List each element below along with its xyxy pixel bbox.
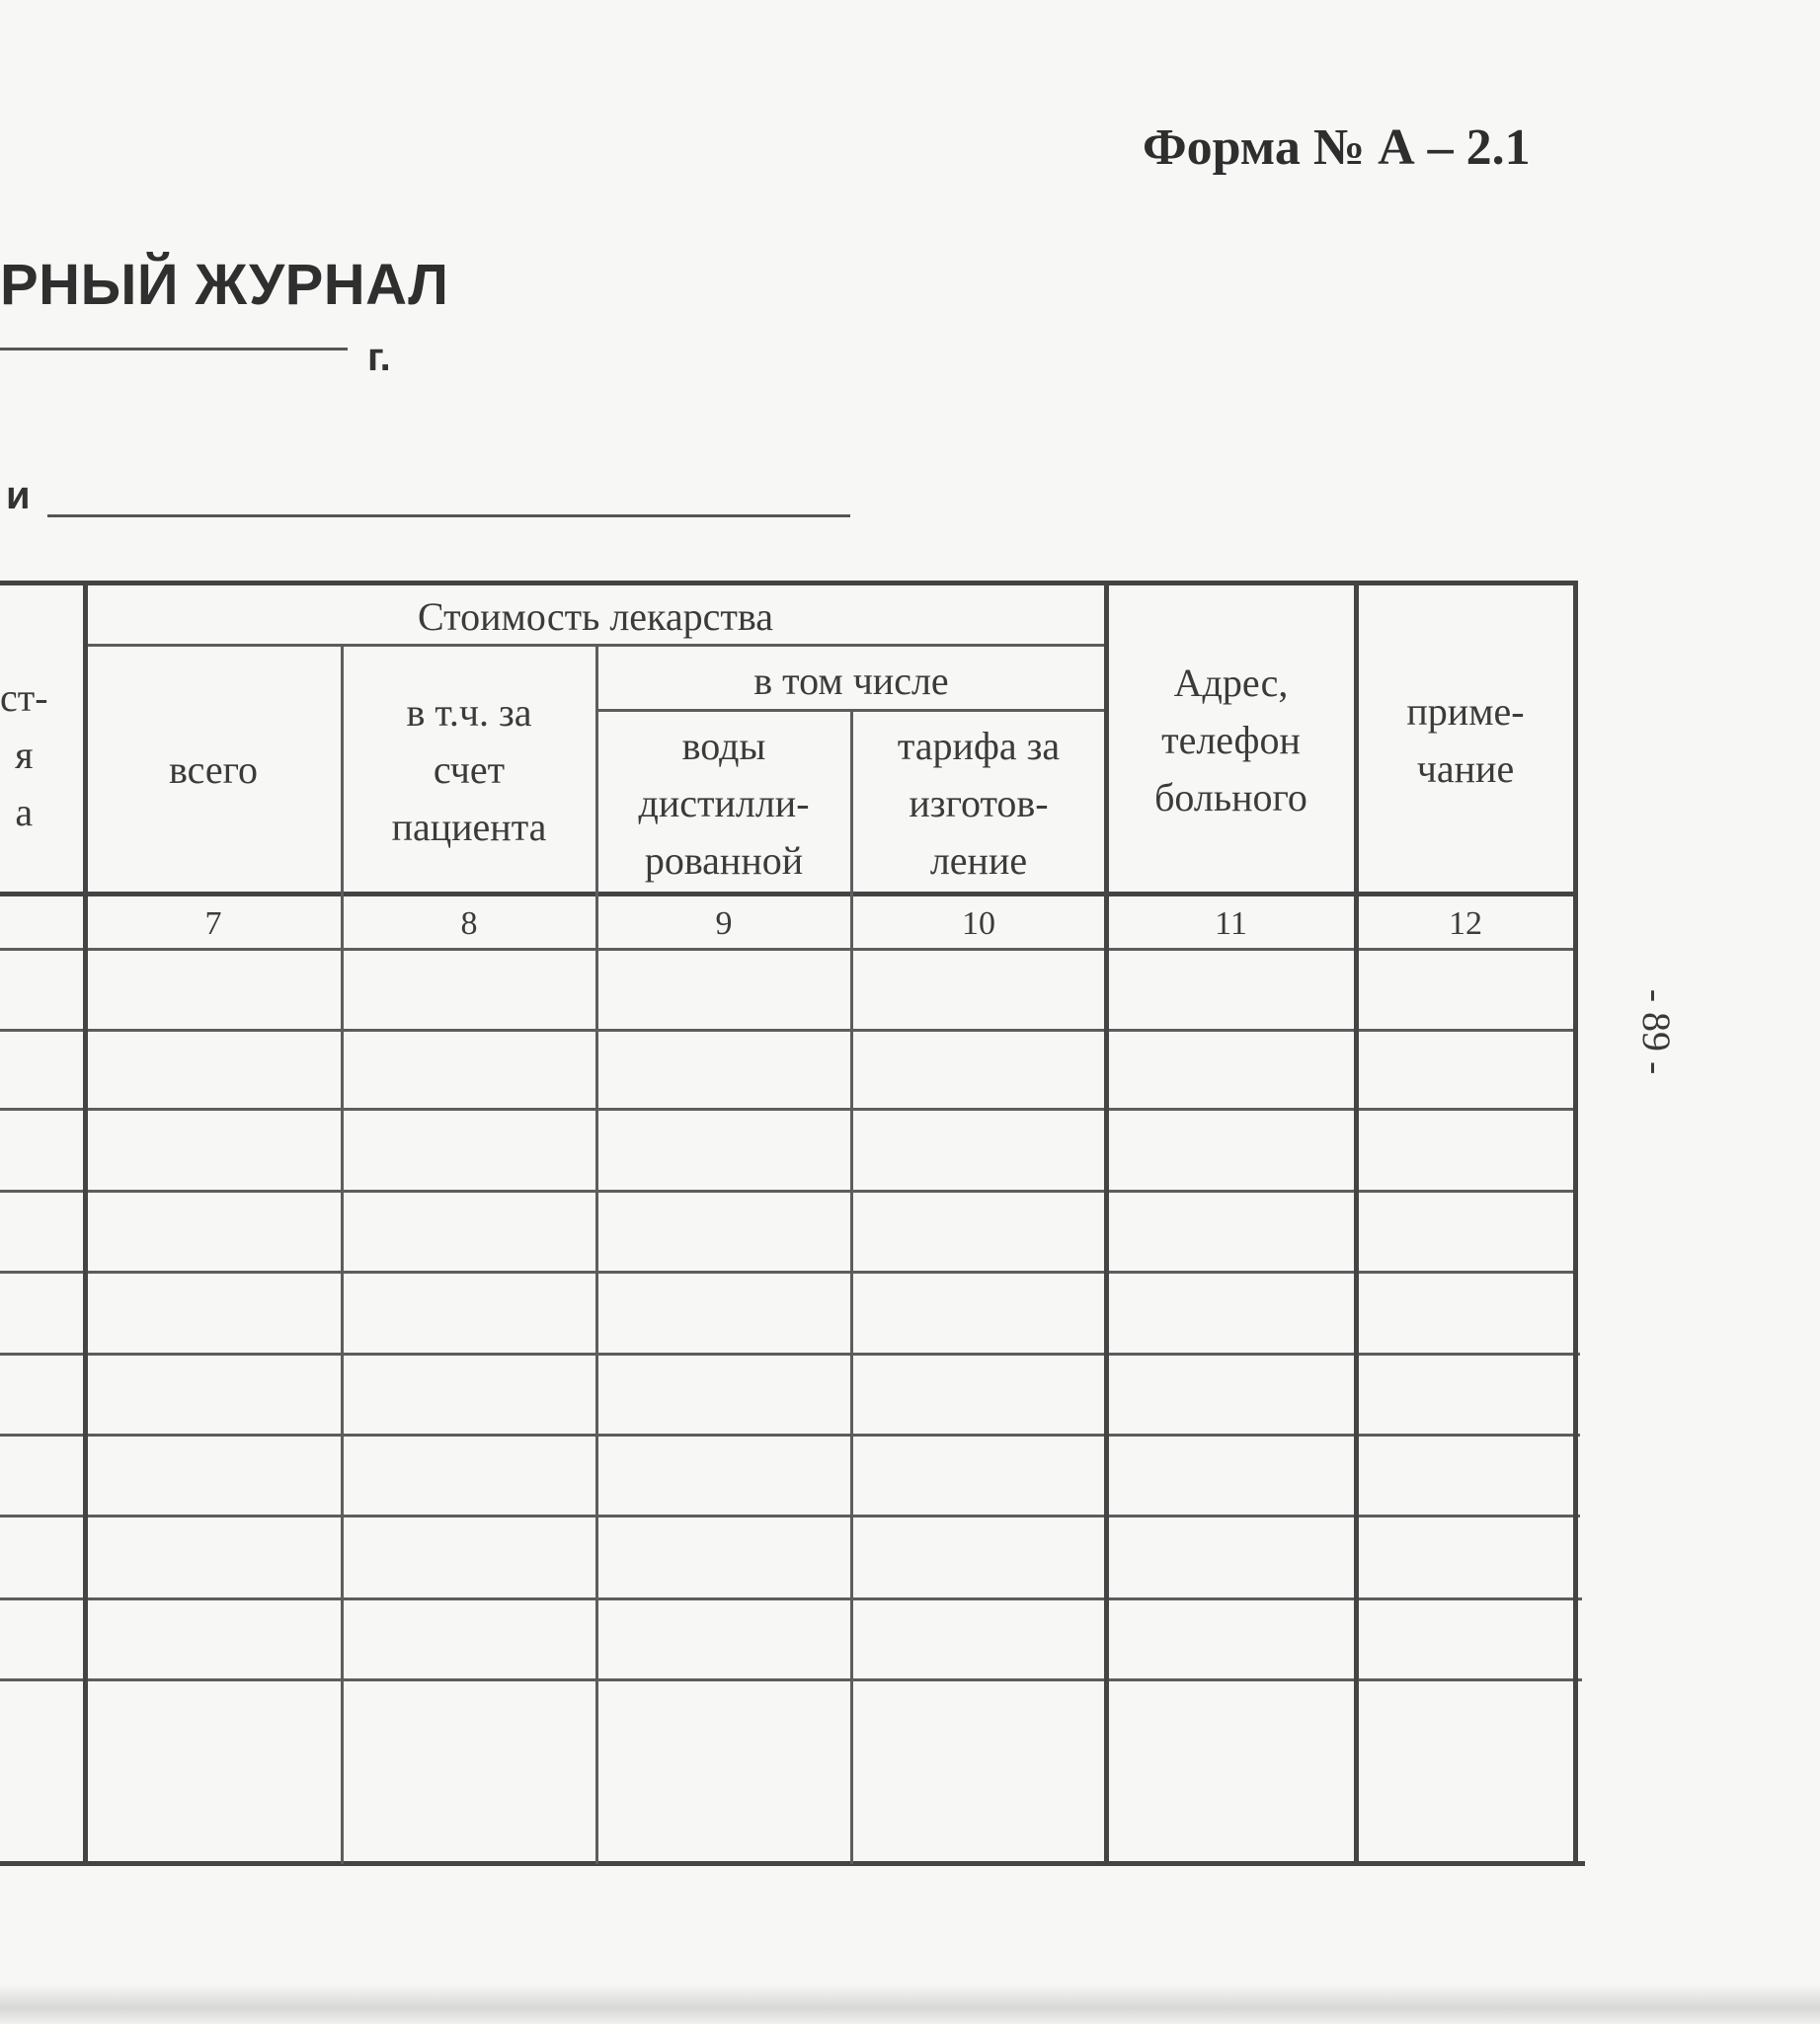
row-divider — [0, 1353, 1580, 1356]
row-divider — [0, 1190, 1578, 1193]
table-bottom-border — [0, 1861, 1585, 1866]
column-header-preparation-tariff: тарифа за изготов- ление — [897, 723, 1061, 883]
row-divider — [0, 1029, 1575, 1032]
year-suffix: г. — [367, 336, 391, 379]
form-number: Форма № А – 2.1 — [1143, 119, 1531, 176]
column-divider — [83, 581, 88, 1866]
header-bottom-border — [0, 892, 1575, 896]
page-bottom-shadow — [0, 1985, 1820, 2024]
column-number: 7 — [204, 904, 222, 942]
table-right-border — [1573, 581, 1578, 1866]
subgroup-header-including: в том числе — [753, 659, 949, 703]
column-divider — [850, 709, 853, 1864]
journal-title: РНЫЙ ЖУРНАЛ — [0, 253, 449, 317]
row-divider — [0, 1678, 1582, 1681]
column-divider — [1104, 581, 1109, 1864]
column-divider — [595, 644, 598, 1864]
column-header-distilled-water: воды дистилли- рованной — [638, 723, 810, 883]
row-divider — [0, 1597, 1582, 1600]
column-number: 11 — [1215, 904, 1247, 942]
row-divider — [0, 1108, 1578, 1111]
column-number: 10 — [962, 904, 995, 942]
name-blank-line — [47, 514, 850, 517]
row-divider — [0, 1515, 1580, 1518]
column-divider — [341, 644, 344, 1864]
side-page-number: - 89 - — [1634, 988, 1680, 1075]
column-number: 12 — [1449, 904, 1482, 942]
column-header-address-phone: Адрес, телефон больного — [1154, 661, 1307, 819]
column-header-patient-share: в т.ч. за счет пациента — [391, 690, 547, 849]
table-top-border — [0, 581, 1575, 585]
column-number: 9 — [715, 904, 733, 942]
group-header-cost: Стоимость лекарства — [418, 594, 773, 639]
partial-column-header: ст- я а — [0, 675, 48, 834]
row-divider — [0, 948, 1575, 951]
row-divider — [0, 1434, 1580, 1437]
column-number: 8 — [460, 904, 478, 942]
column-header-total: всего — [168, 747, 259, 792]
name-prefix: и — [6, 474, 31, 517]
column-divider — [1354, 581, 1359, 1864]
column-header-note: приме- чание — [1406, 689, 1525, 791]
row-divider — [0, 1271, 1578, 1274]
year-blank-line — [0, 348, 348, 350]
